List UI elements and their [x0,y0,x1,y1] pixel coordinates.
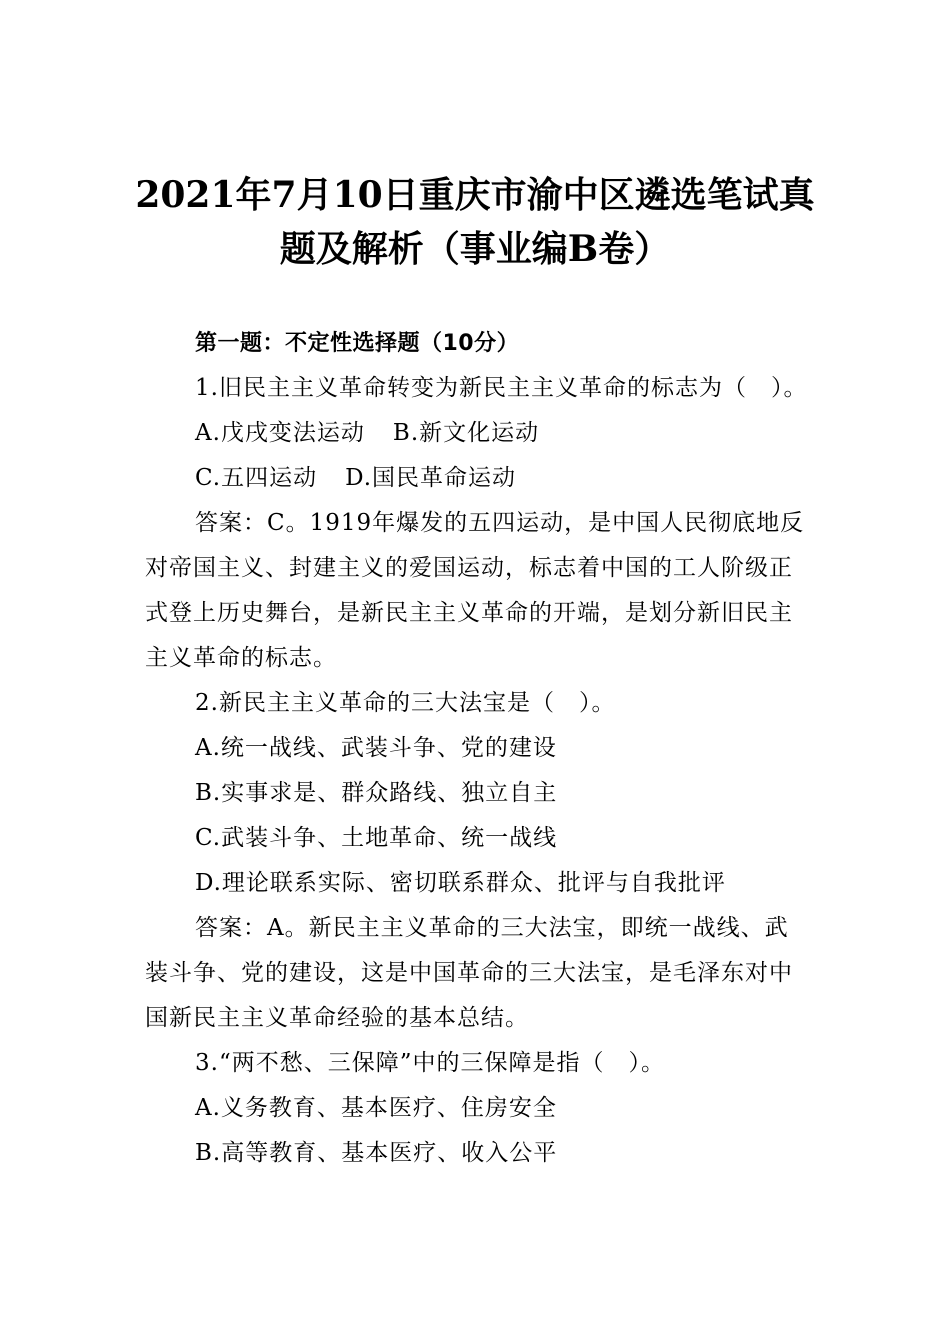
question-1-stem: 1.旧民主主义革命转变为新民主主义革命的标志为（ ）。 [195,375,808,401]
question-1-option-a: A.戊戌变法运动 [195,420,365,446]
question-1-answer: 答案：C。1919年爆发的五四运动，是中国人民彻底地反对帝国主义、封建主义的爱国运动，标志着中国的工人阶级正式登上历史舞台，是新民主主义革命的开端，是划分新旧民主主义革命的标志。 [145,510,805,671]
title-line-2: 题及解析（事业编B卷） [279,228,671,270]
question-2-option-c: C.武装斗争、土地革命、统一战线 [195,825,558,851]
document-title [130,168,820,276]
question-1-options-ab [145,411,810,456]
question-1-option-d: D.国民革命运动 [345,465,517,491]
question-2-stem: 2.新民主主义革命的三大法宝是（ ）。 [195,690,616,716]
question-3-stem: 3.“两不愁、三保障”中的三保障是指（ ）。 [195,1050,665,1076]
question-3-option-a: A.义务教育、基本医疗、住房安全 [195,1095,557,1121]
question-1-option-b: B.新文化运动 [392,420,540,446]
question-2-option-a: A.统一战线、武装斗争、党的建设 [195,735,557,761]
question-2-answer: 答案：A。新民主主义革命的三大法宝，即统一战线、武装斗争、党的建设，这是中国革命的三大法宝，是毛泽东对中国新民主主义革命经验的基本总结。 [145,915,793,1031]
document-body [145,321,810,1176]
question-2-option-b: B.实事求是、群众路线、独立自主 [195,780,558,806]
question-3-option-b: B.高等教育、基本医疗、收入公平 [195,1140,558,1166]
question-2-option-d: D.理论联系实际、密切联系群众、批评与自我批评 [195,870,726,896]
title-line-1: 2021年7月10日重庆市渝中区遴选笔试真 [135,174,815,216]
question-1-option-c: C.五四运动 [195,465,318,491]
section-heading: 第一题：不定性选择题（10分） [195,331,520,356]
question-1-options-cd [145,456,810,501]
